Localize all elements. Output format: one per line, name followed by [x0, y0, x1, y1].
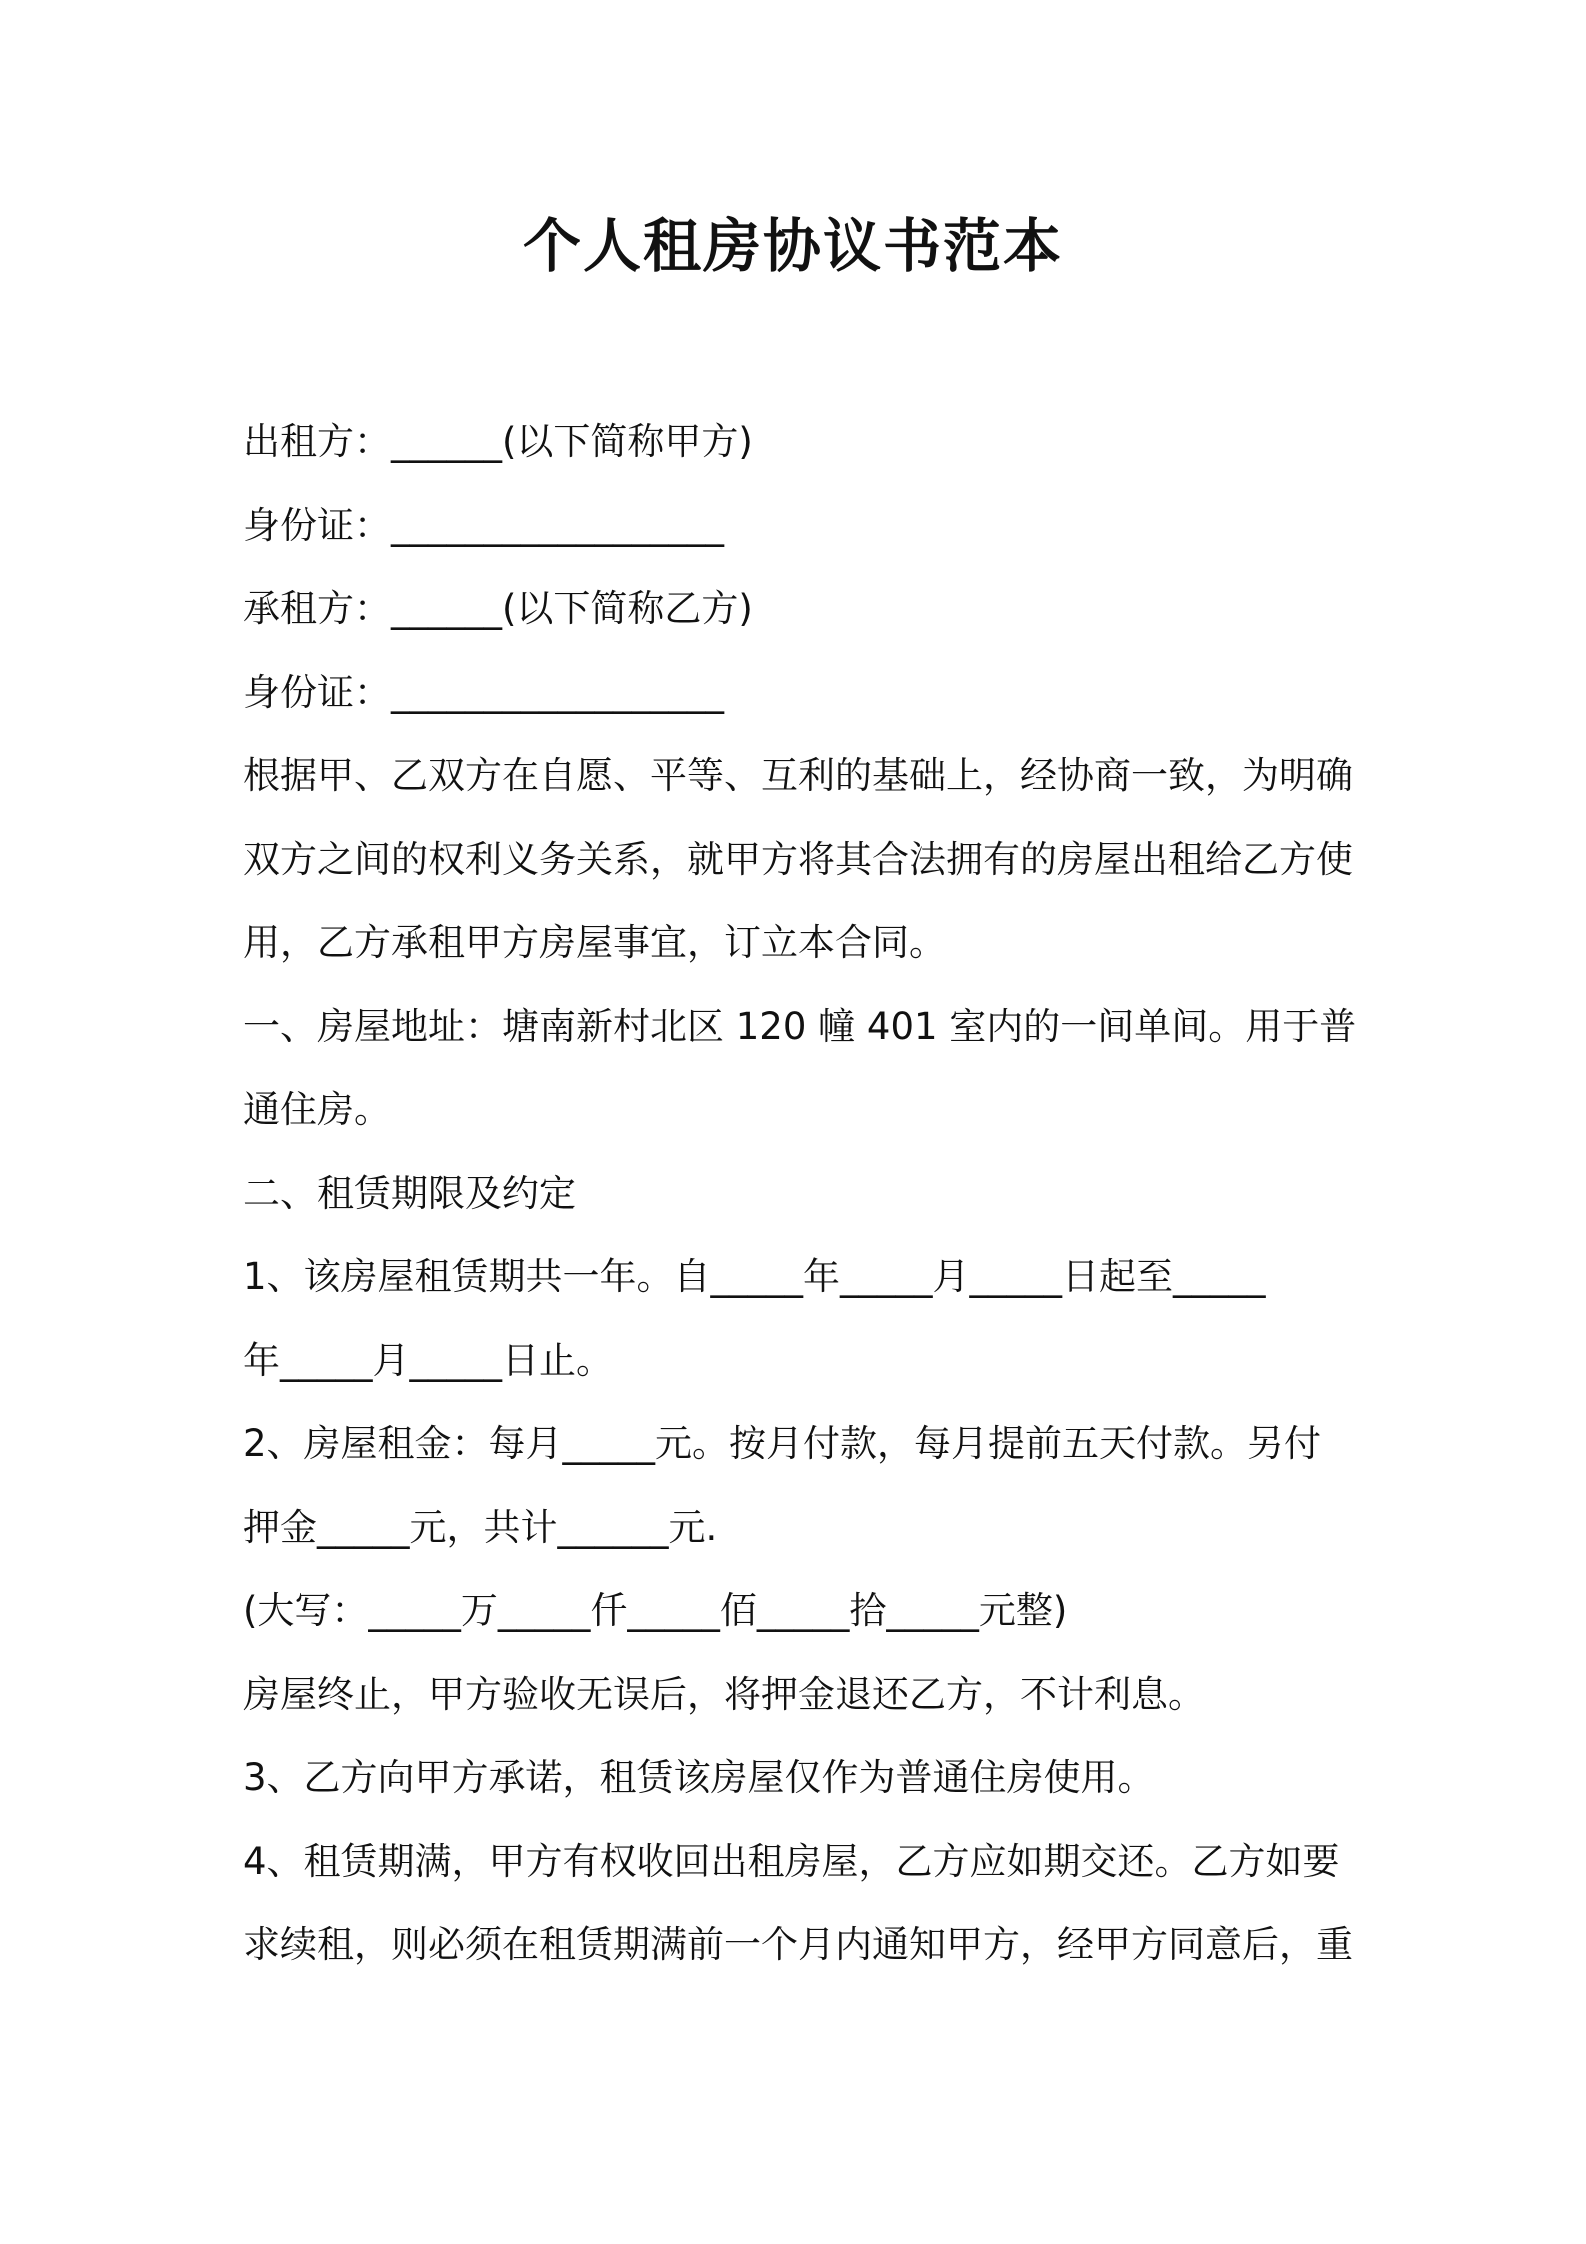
lessee-id-line: 身份证：__________________ [243, 670, 724, 714]
section-2-heading: 二、租赁期限及约定 [243, 1171, 576, 1215]
lessor-line: 出租方：______(以下简称甲方) [243, 420, 753, 463]
preamble-line-1: 根据甲、乙双方在自愿、平等、互利的基础上，经协商一致，为明确 [243, 754, 1353, 797]
clause-3-line: 3、乙方向甲方承诺，租赁该房屋仅作为普通住房使用。 [243, 1756, 1155, 1799]
clause-1-line-1: 1、该房屋租赁期共一年。自_____年_____月_____日起至_____ [243, 1255, 1266, 1298]
clause-4-line-1: 4、租赁期满，甲方有权收回出租房屋，乙方应如期交还。乙方如要 [243, 1839, 1340, 1883]
document-body [243, 400, 1363, 1987]
clause-2-line-2: 押金_____元，共计______元. [243, 1505, 718, 1549]
clause-1-line-2: 年_____月_____日止。 [243, 1338, 613, 1382]
preamble-line-3: 用，乙方承租甲方房屋事宜，订立本合同。 [243, 921, 946, 964]
preamble-line-2: 双方之间的权利义务关系，就甲方将其合法拥有的房屋出租给乙方使 [243, 837, 1353, 881]
lessor-id-line: 身份证：__________________ [243, 503, 724, 547]
document-title: 个人租房协议书范本 [522, 212, 1063, 280]
section-1-line-1: 一、房屋地址：塘南新村北区 120 幢 401 室内的一间单间。用于普 [243, 1004, 1357, 1048]
clause-4-line-2: 求续租，则必须在租赁期满前一个月内通知甲方，经甲方同意后，重 [243, 1923, 1353, 1966]
clause-2-amount-in-words: (大写：_____万_____仟_____佰_____拾_____元整) [243, 1589, 1068, 1632]
lessee-line: 承租方：______(以下简称乙方) [243, 587, 753, 630]
clause-2-deposit-return: 房屋终止，甲方验收无误后，将押金退还乙方，不计利息。 [243, 1672, 1205, 1716]
clause-2-line-1: 2、房屋租金：每月_____元。按月付款，每月提前五天付款。另付 [243, 1422, 1322, 1465]
section-1-line-2: 通住房。 [243, 1088, 391, 1131]
